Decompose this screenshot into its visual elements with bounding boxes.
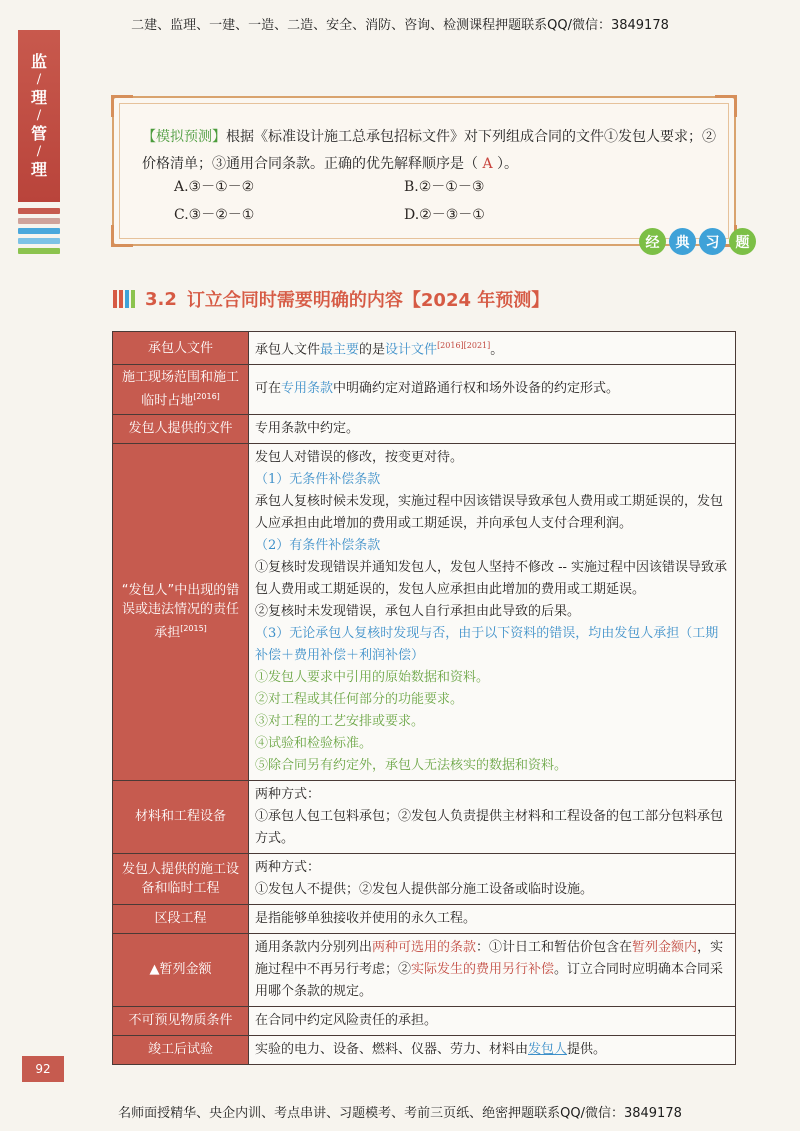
section-heading (113, 286, 549, 312)
table-row (113, 1035, 736, 1064)
exercise-options (174, 176, 634, 224)
row-label: “发包人”中出现的错误或违法情况的责任承担[2015] (113, 443, 249, 780)
row-label: 发包人提供的施工设备和临时工程 (113, 853, 249, 904)
row-label: ▲暂列金额 (113, 933, 249, 1006)
option-d: D.②－③－① (404, 207, 485, 223)
row-label: 承包人文件 (113, 332, 249, 365)
table-row (113, 904, 736, 933)
side-tab-char: 理 (30, 88, 47, 107)
option-b: B.②－①－③ (404, 179, 485, 195)
row-content: 实验的电力、设备、燃料、仪器、劳力、材料由发包人提供。 (249, 1035, 736, 1064)
row-content: 承包人文件最主要的是设计文件[2016][2021]。 (249, 332, 736, 365)
section-number: 3.2 (145, 288, 177, 310)
table-row (113, 853, 736, 904)
row-content: 是指能够单独接收并使用的永久工程。 (249, 904, 736, 933)
table-row (113, 1006, 736, 1035)
exercise-box (112, 96, 736, 246)
page-header: 二建、监理、一建、一造、二造、安全、消防、咨询、检测课程押题联系QQ/微信：3849178 (131, 18, 669, 33)
table-row (113, 365, 736, 414)
row-label: 材料和工程设备 (113, 780, 249, 853)
row-content: 专用条款中约定。 (249, 414, 736, 443)
option-c: C.③－②－① (174, 207, 255, 223)
row-content: 发包人对错误的修改，按变更对待。 （1）无条件补偿条款 承包人复核时候未发现，实施过程中因该错误导致承包人费用或工期延误的，发包人应承担由此增加的费用或工期延误，并向承包人支付合理利润。 （2）有条件补偿条款 ①复核时发现错误并通知发包人，发包人坚持不修改 -- 实施过程中因该错误导致承包人费用或工期延误的，发包人应承担由此增加的费用或工期延误。 ②复核时未发现错误，承包人自行承担由此导致的后果。 （3）无论承包人复核时发现与否，由于以下资料的错误，均由发包人承担（工期补偿＋费用补偿＋利润补偿） ①发包人要求中引用的原始数据和资料。 ②对工程或其任何部分的功能要求。 ③对工程的工艺安排或要求。 ④试验和检验标准。 ⑤除合同另有约定外，承包人无法核实的数据和资料。 (249, 443, 736, 780)
side-tab-char: 理 (30, 160, 47, 179)
row-content: 两种方式： ①承包人包工包料承包；②发包人负责提供主材料和工程设备的包工部分包料承包方式。 (249, 780, 736, 853)
row-label: 竣工后试验 (113, 1035, 249, 1064)
row-content: 两种方式： ①发包人不提供；②发包人提供部分施工设备或临时设施。 (249, 853, 736, 904)
exercise-tag: 【模拟预测】 (142, 129, 226, 145)
side-tab-char: 监 (30, 52, 47, 71)
side-stripes (18, 208, 60, 258)
contract-content-table (112, 331, 736, 1065)
section-bars-icon (113, 290, 135, 308)
side-tab-char: 管 (30, 124, 47, 143)
table-row (113, 443, 736, 780)
exercise-question: 【模拟预测】根据《标准设计施工总承包招标文件》对下列组成合同的文件①发包人要求；②价格清单；③通用合同条款。正确的优先解释顺序是（ A ）。 (142, 129, 716, 172)
table-row (113, 780, 736, 853)
row-content: 通用条款内分别列出两种可选用的条款：①计日工和暂估价包含在暂列金额内，实施过程中不再另行考虑；②实际发生的费用另行补偿。订立合同时应明确本合同采用哪个条款的规定。 (249, 933, 736, 1006)
option-a: A.③－①－② (174, 179, 255, 195)
exercise-answer: A (478, 156, 498, 172)
row-label: 不可预见物质条件 (113, 1006, 249, 1035)
table-row (113, 933, 736, 1006)
page-footer: 名师面授精华、央企内训、考点串讲、习题模考、考前三页纸、绝密押题联系QQ/微信：3849178 (118, 1106, 682, 1121)
row-label: 区段工程 (113, 904, 249, 933)
row-content: 在合同中约定风险责任的承担。 (249, 1006, 736, 1035)
table-row (113, 414, 736, 443)
row-content: 可在专用条款中明确约定对道路通行权和场外设备的约定形式。 (249, 365, 736, 414)
chapter-side-tab: 监 / 理 / 管 / 理 (18, 30, 60, 202)
classic-exercise-badge: 经 典 习 题 (639, 228, 756, 255)
row-label: 发包人提供的文件 (113, 414, 249, 443)
row-label: 施工现场范围和施工临时占地[2016] (113, 365, 249, 414)
section-title: 订立合同时需要明确的内容【2024 年预测】 (186, 290, 550, 311)
page-number: 92 (22, 1056, 64, 1082)
table-row (113, 332, 736, 365)
